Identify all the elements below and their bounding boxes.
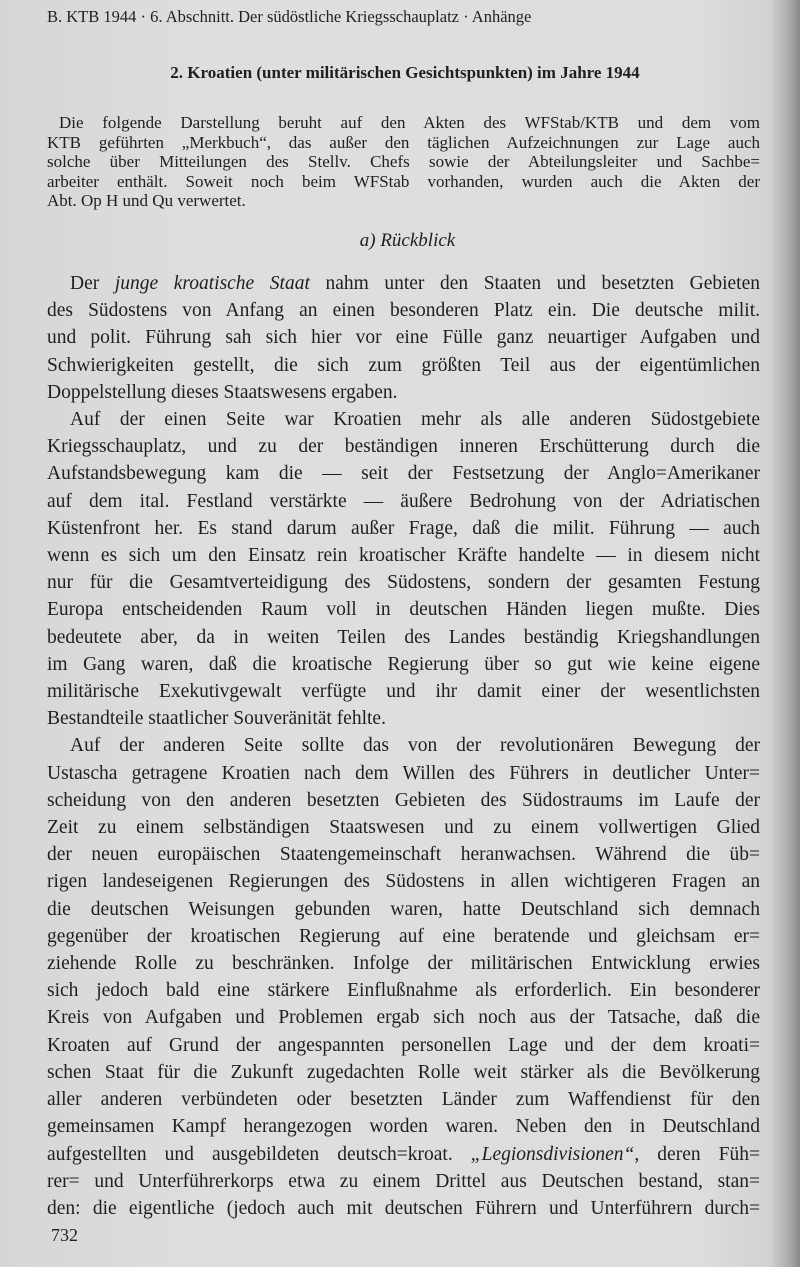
text-line: Kriegsschauplatz, und zu der beständigen inneren Erschütterung durch die [47,436,760,458]
text-segment: nahm unter den Staaten und besetzten Gebieten [309,273,760,294]
text-line: den: die eigentliche (jedoch auch mit deutschen Führern und Unterführern durch= [47,1197,760,1219]
intro-note [47,113,760,211]
text-line [47,1141,760,1168]
text-line: Kreis von Aufgaben und Problemen ergab sich noch aus der Tatsache, daß die [47,1007,760,1029]
text-line: rigen landeseigenen Regierungen des Südostens in allen wichtigeren Fragen an [47,871,760,893]
text-line: aller anderen verbündeten oder besetzten Länder zum Waffendienst für den [47,1089,760,1111]
text-line: der neuen europäischen Staatengemeinschaft heranwachsen. Während die üb= [47,844,760,866]
text-line: im Gang waren, daß die kroatische Regierung über so gut wie keine eigene [47,653,760,675]
text-line: scheidung von den anderen besetzten Gebieten des Südostraums im Laufe der [47,789,760,811]
text-line: bedeutete aber, da in weiten Teilen des Landes beständig Kriegshandlungen [47,626,760,648]
body-text [47,270,760,1222]
text-line: Abt. Op H und Qu verwertet. [47,191,246,211]
text-line: Zeit zu einem selbständigen Staatswesen und zu einem vollwertigen Glied [47,817,760,839]
text-line: Bestandteile staatlicher Souveränität fehlte. [47,708,386,730]
text-line: wenn es sich um den Einsatz rein kroatischer Kräfte handelte — in diesem nicht [47,545,760,567]
section-title: 2. Kroatien (unter militärischen Gesichtspunkten) im Jahre 1944 [170,63,640,82]
text-line: Kroaten auf Grund der angespannten personellen Lage und der dem kroati= [47,1034,760,1056]
text-line: Ustascha getragene Kroatien nach dem Willen des Führers in deutlicher Unter= [47,762,760,784]
text-segment: Der [70,273,115,294]
emphasis-text: junge kroatische Staat [114,273,310,294]
text-line: KTB geführten „Merkbuch“, das außer den täglichen Aufzeichnungen zur Lage auch [47,132,760,152]
text-segment: , deren Füh= [634,1143,761,1165]
text-line [47,270,760,297]
text-line: Doppelstellung dieses Staatswesens ergaben. [47,381,398,403]
text-line: Europa entscheidenden Raum voll in deutschen Händen liegen mußte. Dies [47,599,760,621]
text-line: sich jedoch bald eine stärkere Einflußnahme als erforderlich. Ein besonderer [47,980,760,1002]
text-line: Die folgende Darstellung beruht auf den Akten des WFStab/KTB und dem vom [59,113,760,132]
text-segment: aufgestellten und ausgebildeten deutsch=kroat. [47,1143,471,1165]
text-line: gemeinsamen Kampf herangezogen worden waren. Neben den in Deutschland [47,1116,760,1138]
text-line: rer= und Unterführerkorps etwa zu einem Drittel aus Deutschen bestand, stan= [47,1170,760,1192]
page-number: 732 [51,1225,78,1245]
text-line: ziehende Rolle zu beschränken. Infolge der militärischen Entwicklung erwies [47,953,760,975]
text-line: schen Staat für die Zukunft zugedachten Rolle weit stärker als die Bevölkerung [47,1061,760,1083]
text-line: Küstenfront her. Es stand darum außer Frage, daß die milit. Führung — auch [47,517,760,539]
text-line: des Südostens von Anfang an einen besonderen Platz ein. Die deutsche milit. [47,300,760,322]
text-line: auf dem ital. Festland verstärkte — äußere Bedrohung von der Adriatischen [47,490,760,512]
text-line: die deutschen Weisungen gebunden waren, hatte Deutschland sich demnach [47,898,760,920]
text-line: Aufstandsbewegung kam die — seit der Festsetzung der Anglo=Amerikaner [47,463,760,485]
text-line: solche über Mitteilungen des Stellv. Chefs sowie der Abteilungsleiter und Sachbe= [47,152,760,172]
emphasis-text: „Legionsdivisionen“ [470,1143,635,1165]
text-line: Schwierigkeiten gestellt, die sich zum größten Teil aus der eigentümlichen [47,354,760,376]
text-line: militärische Exekutivgewalt verfügte und ihr damit einer der wesentlichsten [47,681,760,703]
text-line: arbeiter enthält. Soweit noch beim WFStab vorhanden, wurden auch die Akten der [47,171,760,191]
running-header: B. KTB 1944 · 6. Abschnitt. Der südöstliche Kriegsschauplatz · Anhänge [47,7,532,26]
text-line: Auf der anderen Seite sollte das von der revolutionären Bewegung der [70,735,760,757]
text-line: Auf der einen Seite war Kroatien mehr als alle anderen Südostgebiete [70,409,760,431]
text-line: und polit. Führung sah sich hier vor eine Fülle ganz neuartiger Aufgaben und [47,327,760,349]
text-line: gegenüber der kroatischen Regierung auf eine beratende und gleichsam er= [47,925,760,947]
text-line: nur für die Gesamtverteidigung des Südostens, sondern der gesamten Festung [47,572,760,594]
subheading: a) Rückblick [359,230,456,251]
